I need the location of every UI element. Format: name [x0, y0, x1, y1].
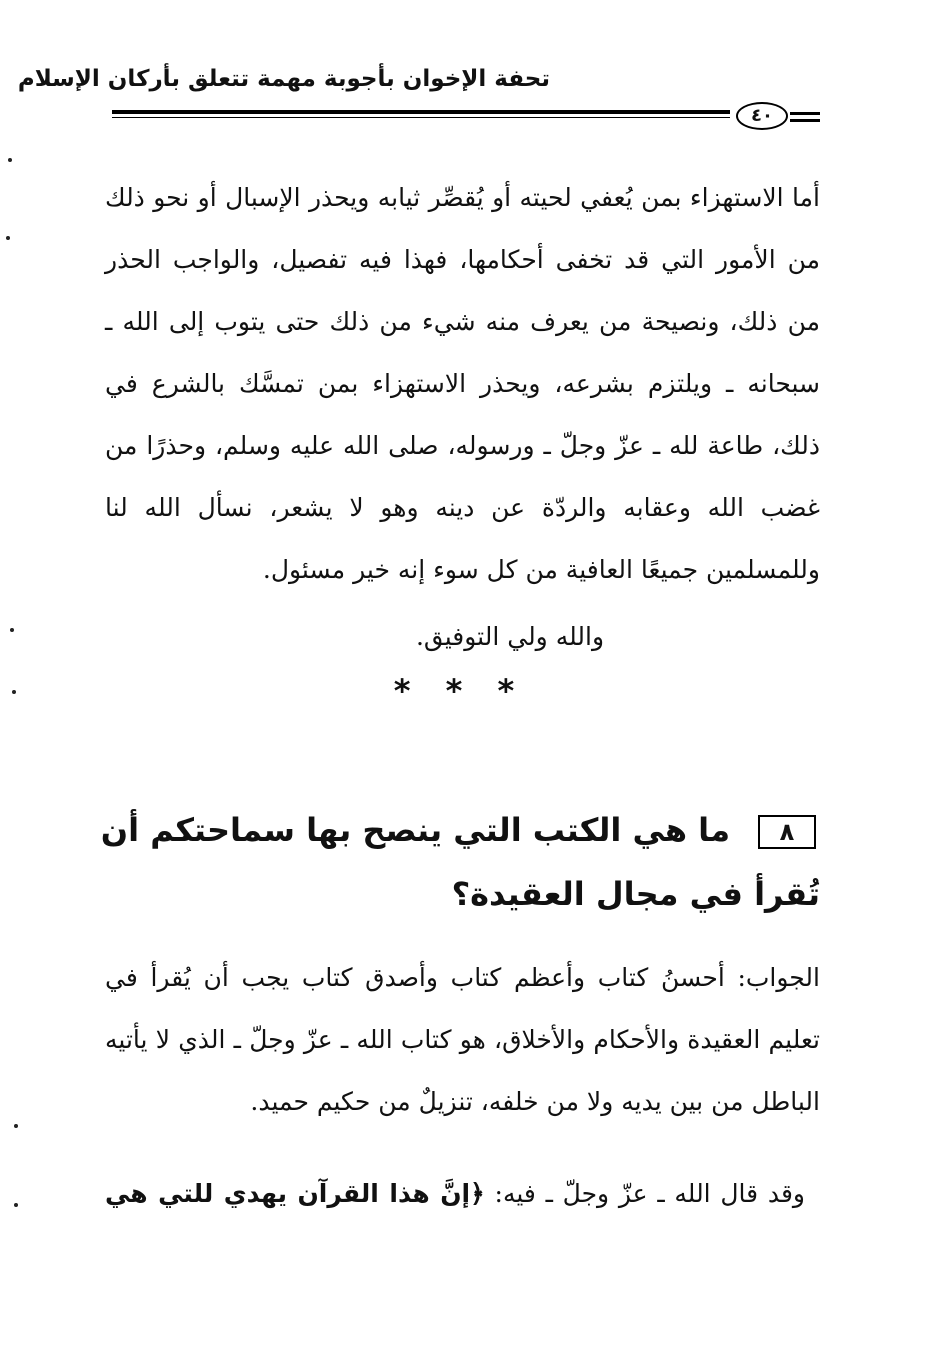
header-rule-thick	[112, 110, 730, 114]
verse-intro-text: وقد قال الله ـ عزّ وجلّ ـ فيه:	[494, 1179, 805, 1208]
scan-speck	[6, 236, 10, 240]
scan-speck	[12, 690, 16, 694]
question-heading	[98, 798, 820, 926]
header-rule-right-bottom	[790, 119, 820, 122]
question-text: ما هي الكتب التي ينصح بها سماحتكم أن تُقرأ في مجال العقيدة؟	[100, 811, 820, 913]
scan-speck	[10, 628, 14, 632]
header-rule-right-top	[790, 112, 820, 115]
page-number: ٤٠	[736, 102, 788, 130]
running-header-title: تحفة الإخوان بأجوبة مهمة تتعلق بأركان الإسلام	[17, 66, 550, 92]
body-paragraph: أما الاستهزاء بمن يُعفي لحيته أو يُقصِّر ثيابه ويحذر الإسبال أو نحو ذلك من الأمور التي قد تخفى أحكامها، فهذا فيه تفصيل، والواجب الحذر من ذلك، ونصيحة من يعرف منه شيء من ذلك حتى يتوب إلى الله ـ سبحانه ـ ويلتزم بشرعه، ويحذر الاستهزاء بمن تمسَّك بالشرع في ذلك، طاعة لله ـ عزّ وجلّ ـ ورسوله، صلى الله عليه وسلم، وحذرًا من غضب الله وعقابه والردّة عن دينه وهو لا يشعر، نسأل الله لنا وللمسلمين جميعًا العافية من كل سوء إنه خير مسئول.	[105, 183, 820, 584]
answer-paragraph: الجواب: أحسنُ كتاب وأعظم كتاب وأصدق كتاب يجب أن يُقرأ في تعليم العقيدة والأحكام والأخلاق، هو كتاب الله ـ عزّ وجلّ ـ الذي لا يأتيه الباطل من بين يديه ولا من خلفه، تنزيلٌ من حكيم حميد.	[105, 963, 820, 1116]
section-separator: * * *	[393, 672, 527, 710]
scan-speck	[14, 1203, 18, 1207]
quran-verse-text: ﴿إنَّ هذا القرآن يهدي للتي هي	[105, 1179, 485, 1208]
scan-speck	[14, 1124, 18, 1128]
closing-line: والله ولي التوفيق.	[415, 622, 605, 651]
question-number-box: ٨	[758, 815, 816, 849]
answer-continuation-line	[105, 1163, 805, 1225]
header-rule-thin	[112, 117, 730, 118]
scan-speck	[8, 158, 12, 162]
